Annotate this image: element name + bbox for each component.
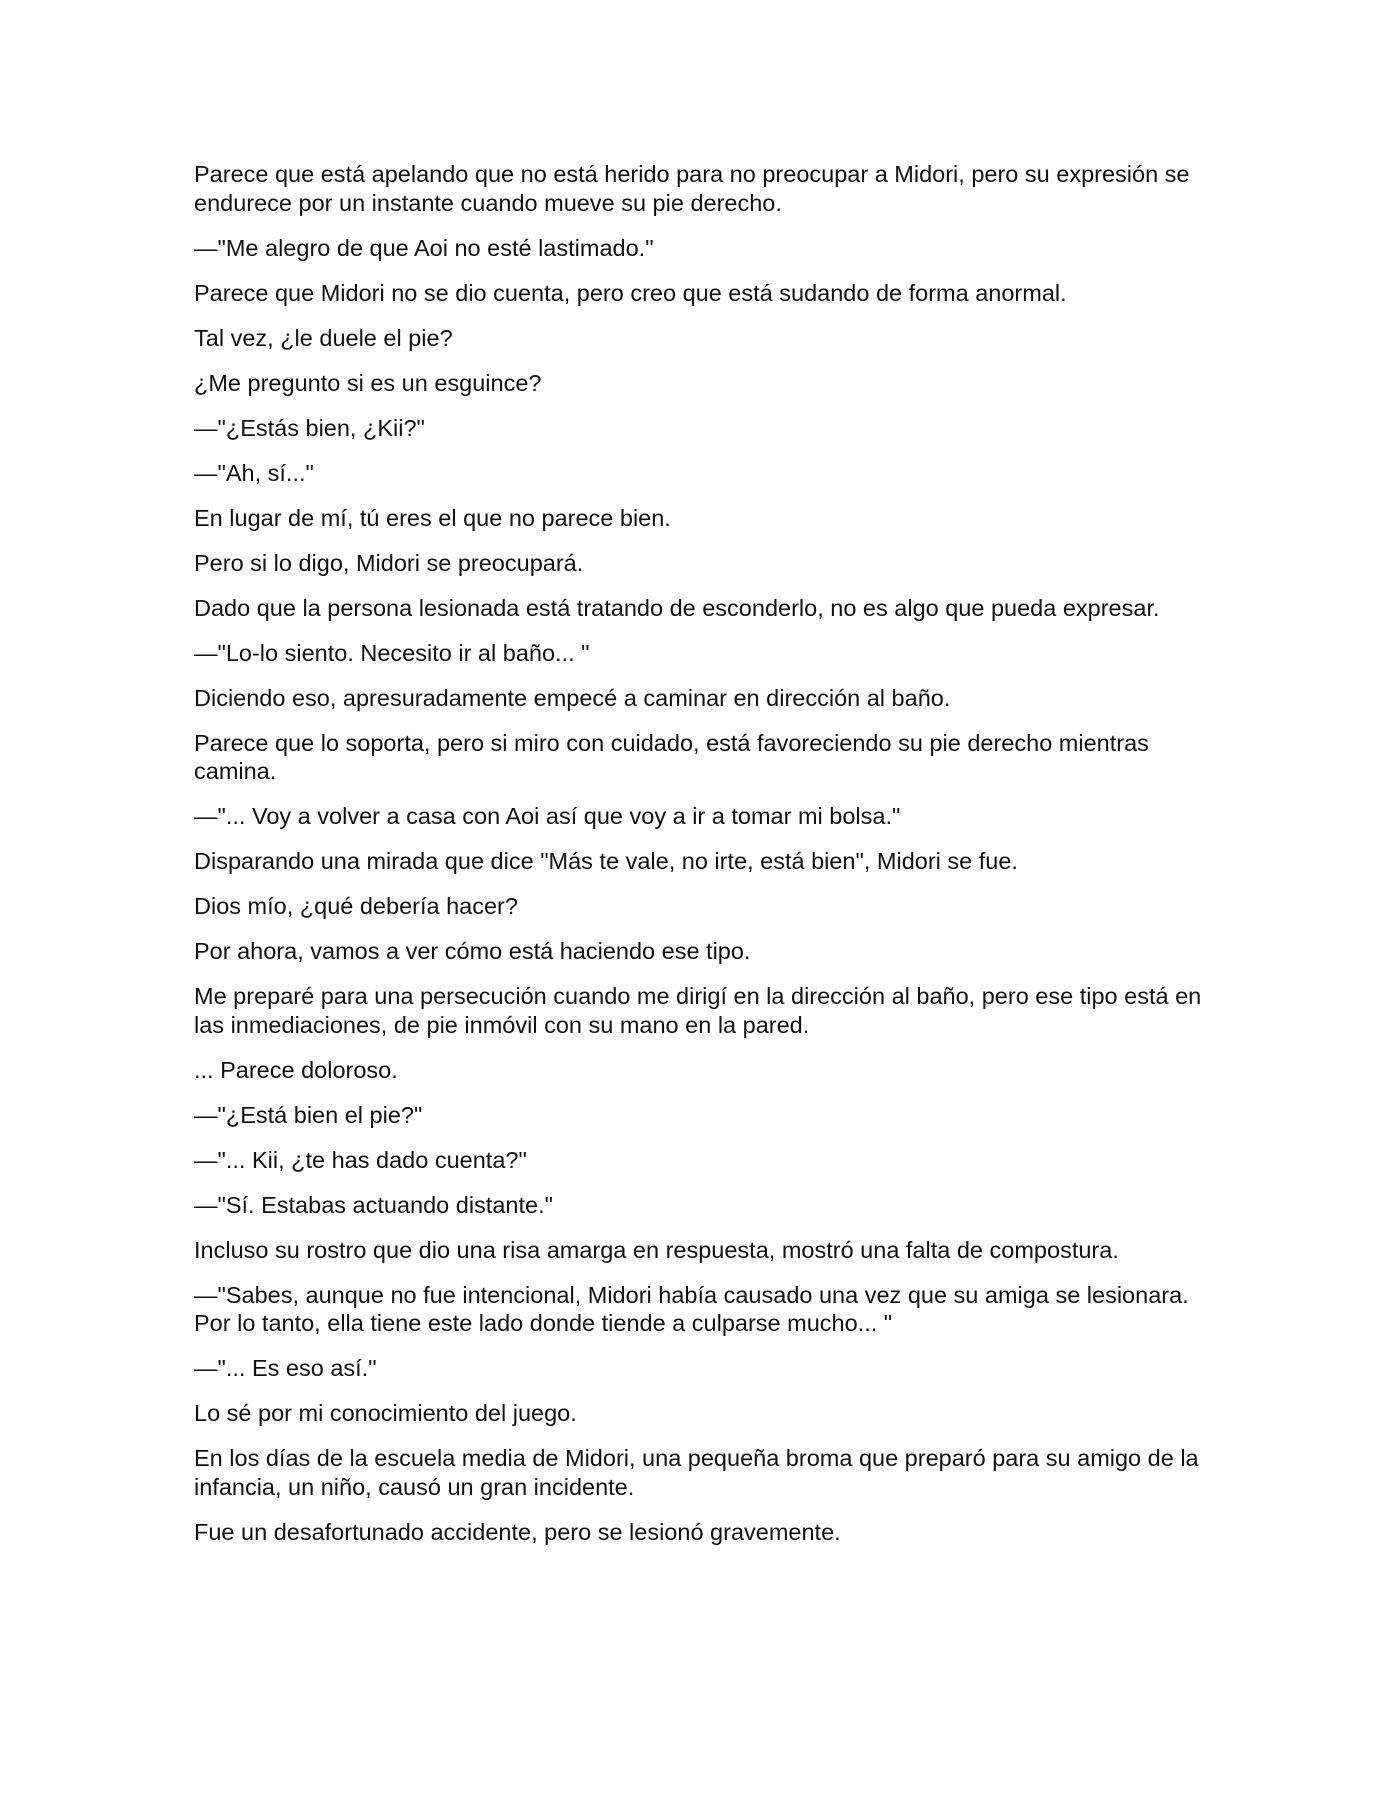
paragraph: Por ahora, vamos a ver cómo está haciendo ese tipo. [194,938,751,964]
paragraph: Dios mío, ¿qué debería hacer? [194,893,518,919]
paragraph: —"... Voy a volver a casa con Aoi así que voy a ir a tomar mi bolsa." [194,803,901,829]
paragraph: —"¿Está bien el pie?" [194,1101,423,1128]
paragraph: —"... Es eso así." [194,1355,377,1381]
paragraph: ¿Me pregunto si es un esguince? [194,369,542,396]
paragraph: Fue un desafortunado accidente, pero se lesionó gravemente. [194,1518,841,1545]
paragraph: Lo sé por mi conocimiento del juego. [194,1400,577,1426]
paragraph: —"Me alegro de que Aoi no esté lastimado." [194,234,654,261]
paragraph: —"¿Estás bien, ¿Kii?" [194,414,425,441]
paragraph: Dado que la persona lesionada está tratando de esconderlo, no es algo que pueda expresar. [194,594,1160,621]
paragraph: Pero si lo digo, Midori se preocupará. [194,549,584,576]
paragraph: ... Parece doloroso. [194,1056,398,1083]
paragraph: —"Ah, sí..." [194,459,314,486]
paragraph: Me preparé para una persecución cuando me dirigí en la dirección al baño, pero ese tipo está en las inmediaciones, de pie inmóvil con su mano en la pared. [194,983,1202,1038]
paragraph: Incluso su rostro que dio una risa amarga en respuesta, mostró una falta de compostura. [194,1236,1119,1263]
paragraph: Disparando una mirada que dice "Más te vale, no irte, está bien", Midori se fue. [194,848,1018,874]
paragraph: En los días de la escuela media de Midori, una pequeña broma que preparó para su amigo de la infancia, un niño, causó un gran incidente. [194,1445,1199,1500]
paragraph: Parece que Midori no se dio cuenta, pero creo que está sudando de forma anormal. [194,279,1067,306]
paragraph: —"Sabes, aunque no fue intencional, Midori había causado una vez que su amiga se lesionara. Por lo tanto, ella tiene este lado donde tiende a culparse mucho... " [194,1281,1189,1336]
paragraph: Parece que está apelando que no está herido para no preocupar a Midori, pero su expresión se endurece por un instante cuando mueve su pie derecho. [194,161,1190,216]
paragraph: —"Sí. Estabas actuando distante." [194,1191,553,1218]
paragraph: En lugar de mí, tú eres el que no parece bien. [194,504,671,531]
paragraph: Diciendo eso, apresuradamente empecé a caminar en dirección al baño. [194,684,951,711]
document-page [194,160,1206,1563]
paragraph: Parece que lo soporta, pero si miro con cuidado, está favoreciendo su pie derecho mientras camina. [194,729,1149,784]
paragraph: Tal vez, ¿le duele el pie? [194,324,453,351]
paragraph: —"... Kii, ¿te has dado cuenta?" [194,1146,527,1173]
paragraph: —"Lo-lo siento. Necesito ir al baño... " [194,639,590,666]
